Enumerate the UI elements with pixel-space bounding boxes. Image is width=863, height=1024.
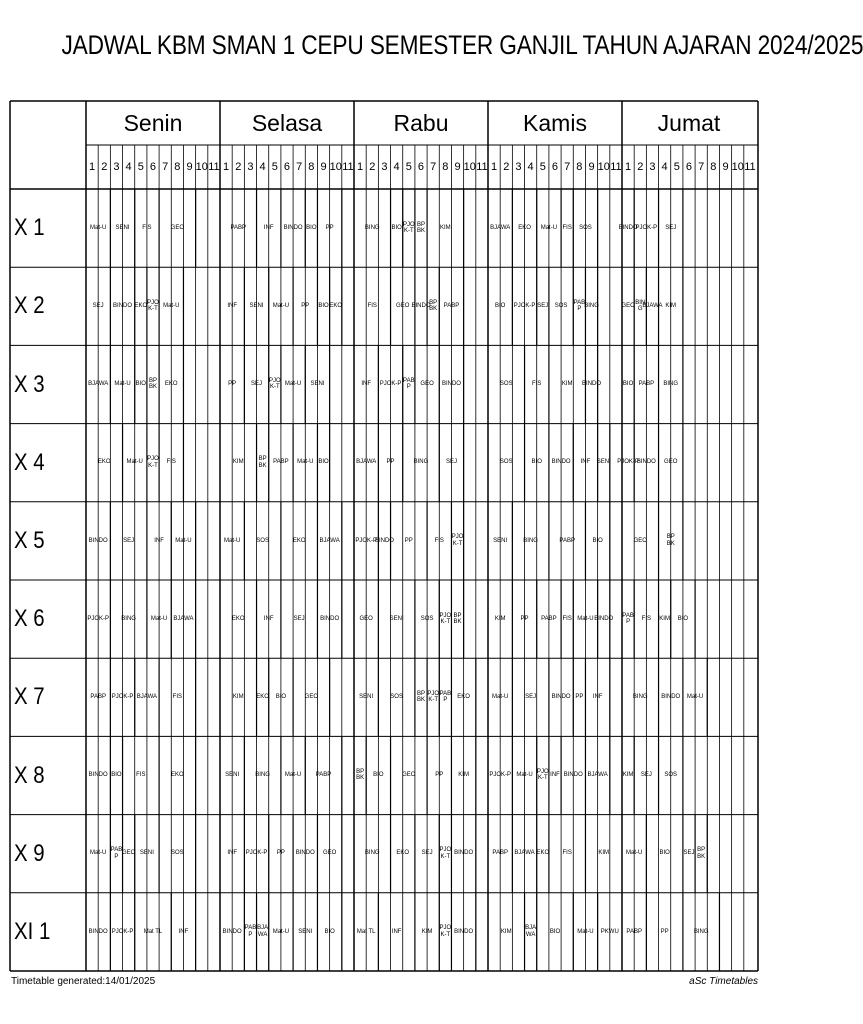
lesson-cell: BINDO (594, 615, 614, 622)
lesson-cell: PP (276, 850, 285, 857)
lesson-cell: PJOK-P (245, 850, 268, 857)
lesson-cell: PKWU (600, 928, 619, 935)
period-header: 6 (283, 161, 291, 173)
period-header: 5 (673, 161, 680, 173)
class-label: X 8 (14, 761, 45, 789)
period-header: 6 (685, 161, 693, 173)
period-header: 11 (744, 161, 756, 173)
lesson-cell: Mat-U (272, 928, 290, 935)
lesson-cell: FIS (562, 850, 572, 857)
lesson-cell: PABP (626, 928, 642, 935)
period-header: 8 (710, 161, 717, 173)
period-header: 7 (564, 161, 571, 173)
lesson-cell: BINDO (88, 772, 108, 779)
lesson-cell: KIM (440, 224, 451, 231)
period-header: 4 (393, 161, 400, 173)
lesson-cell: KIM (232, 459, 244, 466)
lesson-cell: Mat-U (284, 381, 302, 388)
lesson-cell: Mat-U (577, 615, 594, 622)
lesson-cell: BIO (531, 459, 542, 466)
lesson-cell: SEJ (92, 303, 104, 310)
lesson-cell: BJAWA (587, 772, 608, 779)
lesson-cell: Mat-U (90, 224, 107, 231)
lesson-cell: BINDO (222, 928, 242, 935)
lesson-cell: EKO (97, 459, 111, 466)
period-header: 7 (698, 161, 705, 173)
lesson-cell: EKO (256, 694, 269, 701)
lesson-cell: PABP (492, 850, 508, 857)
lesson-cell: BING (255, 772, 270, 779)
lesson-cell: BJAWA (642, 303, 663, 310)
lesson-cell: BIO (275, 694, 287, 701)
lesson-cell: SEJ (525, 694, 537, 701)
lesson-cell: INF (178, 928, 189, 935)
lesson-cell: BING (584, 303, 599, 310)
lesson-cell: KIM (659, 615, 670, 622)
period-header: 5 (539, 161, 546, 173)
lesson-cell: Mat-U (540, 224, 558, 231)
lesson-cell: BIO (622, 381, 634, 388)
period-header: 9 (320, 161, 327, 173)
lesson-cell: BP BK (416, 221, 425, 235)
period-header: 10 (463, 161, 476, 173)
class-label: XI 1 (14, 917, 51, 945)
lesson-cell: Mat-U (297, 459, 314, 466)
lesson-cell: BIN G (635, 299, 646, 313)
lesson-cell: Mat-U (284, 772, 302, 779)
lesson-cell: FIS (532, 381, 542, 388)
lesson-cell: INF (361, 381, 372, 388)
lesson-cell: BJAWA (356, 459, 377, 466)
lesson-cell: SOS (256, 537, 269, 544)
period-header: 5 (405, 161, 412, 173)
lesson-cell: BINDO (551, 459, 571, 466)
lesson-cell: Mat-U (272, 303, 290, 310)
lesson-cell: PJO K-T (439, 847, 452, 860)
lesson-cell: PABP (230, 224, 247, 231)
lesson-cell: Mat-U (224, 537, 241, 544)
lesson-cell: EKO (231, 615, 245, 622)
lesson-cell: SEJ (640, 772, 652, 779)
period-header: 11 (476, 161, 488, 173)
period-header: 3 (649, 161, 656, 173)
lesson-cell: PABP (443, 303, 460, 310)
period-header: 9 (454, 161, 461, 173)
lesson-cell: SENI (225, 772, 240, 779)
lesson-cell: PAB P (244, 925, 257, 938)
lesson-cell: PJOK-P (617, 459, 639, 466)
lesson-cell: BING (632, 694, 648, 701)
lesson-cell: SENI (115, 224, 130, 231)
period-header: 4 (259, 161, 266, 173)
period-header: 1 (625, 161, 632, 173)
period-header: 2 (503, 161, 510, 173)
lesson-cell: BIO (659, 850, 670, 857)
lesson-cell: GEO (396, 303, 410, 310)
lesson-cell: PJO K-T (427, 690, 439, 704)
lesson-cell: KIM (494, 615, 506, 622)
period-header: 2 (101, 161, 108, 173)
class-label: X 9 (14, 839, 45, 867)
lesson-cell: Mat TL (143, 928, 163, 935)
lesson-cell: PP (575, 694, 584, 701)
lesson-cell: INF (227, 303, 238, 310)
lesson-cell: BING (364, 850, 380, 857)
period-header: 9 (588, 161, 595, 173)
class-label: X 4 (14, 448, 45, 476)
lesson-cell: SENI (389, 615, 404, 622)
class-label: X 1 (14, 214, 45, 242)
lesson-cell: INF (391, 928, 402, 935)
lesson-cell: SOS (420, 615, 434, 622)
lesson-cell: PABP (638, 381, 655, 388)
lesson-cell: SEJ (683, 850, 695, 857)
period-header: 2 (235, 161, 242, 173)
lesson-cell: EKO (457, 694, 470, 701)
lesson-cell: INF (263, 224, 274, 231)
lesson-cell: PJO K-T (439, 925, 452, 938)
lesson-cell: BINDO (454, 928, 474, 935)
lesson-cell: BP BK (666, 534, 675, 547)
lesson-cell: FIS (562, 224, 572, 231)
lesson-cell: BING (523, 537, 538, 544)
lesson-cell: SENI (493, 537, 508, 544)
lesson-cell: PJOK-P (635, 224, 658, 231)
lesson-cell: Mat-U (126, 459, 143, 466)
period-header: 3 (381, 161, 388, 173)
lesson-cell: INF (154, 537, 164, 544)
lesson-cell: PJOK-P (379, 381, 402, 388)
lesson-cell: KIM (665, 303, 677, 310)
lesson-cell: BP BK (429, 299, 438, 313)
lesson-cell: BINDO (411, 303, 431, 310)
lesson-cell: EKO (164, 381, 178, 388)
lesson-cell: BINDO (113, 303, 133, 310)
lesson-cell: GEO (664, 459, 678, 466)
lesson-cell: BIO (111, 772, 122, 779)
lesson-cell: KIM (500, 928, 512, 935)
lesson-cell: SEJ (537, 303, 549, 310)
lesson-cell: BJAWA (490, 224, 511, 231)
period-header: 7 (430, 161, 437, 173)
lesson-cell: PP (228, 381, 237, 388)
period-header: 8 (308, 161, 315, 173)
lesson-cell: SENI (139, 850, 154, 857)
lesson-cell: GEO (621, 303, 635, 310)
lesson-cell: BP BK (416, 690, 425, 704)
lesson-cell: PP (404, 537, 413, 544)
lesson-cell: SEJ (251, 381, 263, 388)
class-label: X 5 (14, 526, 45, 554)
lesson-cell: BIO (135, 381, 146, 388)
lesson-cell: SEJ (445, 459, 457, 466)
period-header: 4 (661, 161, 668, 173)
lesson-cell: SOS (390, 694, 403, 701)
lesson-cell: BINDO (374, 537, 394, 544)
period-header: 10 (195, 161, 208, 173)
period-header: 10 (329, 161, 342, 173)
lesson-cell: PAB P (573, 299, 586, 313)
lesson-cell: Mat-U (175, 537, 192, 544)
lesson-cell: SENI (249, 303, 264, 310)
lesson-cell: SOS (664, 772, 678, 779)
period-header: 5 (271, 161, 278, 173)
lesson-cell: BIO (373, 772, 384, 779)
lesson-cell: BING (663, 381, 679, 388)
lesson-cell: KIM (561, 381, 573, 388)
period-header: 3 (113, 161, 120, 173)
lesson-cell: Mat-U (90, 850, 107, 857)
lesson-cell: SOS (499, 381, 513, 388)
lesson-cell: Mat-U (492, 694, 509, 701)
lesson-cell: BJA WA (525, 925, 537, 938)
period-header: 8 (442, 161, 449, 173)
lesson-cell: INF (592, 694, 603, 701)
lesson-cell: EKO (134, 303, 148, 310)
period-header: 2 (369, 161, 376, 173)
lesson-cell: BINDO (636, 459, 656, 466)
day-header: Rabu (393, 110, 449, 136)
page-title: JADWAL KBM SMAN 1 CEPU SEMESTER GANJIL TAHUN AJARAN 2024/2025 (61, 30, 863, 60)
lesson-cell: GEO (420, 381, 434, 388)
lesson-cell: GEO (359, 615, 373, 622)
lesson-cell: SOS (554, 303, 568, 310)
period-header: 7 (162, 161, 169, 173)
period-header: 7 (296, 161, 303, 173)
lesson-cell: KIM (622, 772, 634, 779)
lesson-cell: INF (580, 459, 591, 466)
lesson-cell: GEO (121, 850, 136, 857)
lesson-cell: INF (550, 772, 560, 779)
lesson-cell: PAB P (110, 847, 123, 860)
lesson-cell: FIS (641, 615, 652, 622)
lesson-cell: PJOK-P (355, 537, 378, 544)
period-header: 1 (89, 161, 96, 173)
lesson-cell: SEJ (665, 224, 677, 231)
lesson-cell: PP (520, 615, 529, 622)
lesson-cell: BP BK (453, 612, 462, 626)
period-header: 6 (551, 161, 559, 173)
lesson-cell: BP BK (148, 377, 157, 391)
lesson-cell: SENI (596, 459, 611, 466)
period-header: 9 (186, 161, 193, 173)
lesson-cell: BINDO (441, 381, 461, 388)
lesson-cell: KIM (232, 694, 244, 701)
lesson-cell: SENI (359, 694, 374, 701)
lesson-cell: EKO (171, 772, 184, 779)
lesson-cell: SEJ (293, 615, 305, 622)
lesson-cell: PJO K-T (402, 221, 415, 235)
lesson-cell: PJO K-T (451, 534, 464, 547)
lesson-cell: PAB P (439, 690, 452, 704)
lesson-cell: PAB P (403, 377, 415, 391)
lesson-cell: BING (413, 459, 429, 466)
lesson-cell: PP (301, 303, 310, 310)
lesson-cell: BIO (549, 928, 561, 935)
period-header: 1 (491, 161, 498, 173)
lesson-cell: BIO (318, 303, 329, 310)
day-header: Senin (123, 110, 183, 136)
period-header: 3 (247, 161, 254, 173)
lesson-cell: BIO (495, 303, 506, 310)
period-header: 1 (357, 161, 364, 173)
lesson-cell: BINDO (88, 928, 108, 935)
lesson-cell: BJAWA (173, 615, 194, 622)
lesson-cell: FIS (367, 303, 377, 310)
lesson-cell: EKO (536, 850, 550, 857)
period-header: 8 (174, 161, 181, 173)
day-header: Jumat (657, 110, 721, 136)
footer-generated: Timetable generated:14/01/2025 (11, 976, 156, 987)
lesson-cell: PABP (273, 459, 289, 466)
lesson-cell: BINDO (618, 224, 638, 231)
lesson-cell: EKO (396, 850, 410, 857)
lesson-cell: INF (263, 615, 274, 622)
lesson-cell: BING (693, 928, 709, 935)
lesson-cell: Mat-U (150, 615, 168, 622)
lesson-cell: FIS (562, 615, 572, 622)
period-header: 1 (223, 161, 230, 173)
day-header: Kamis (523, 110, 587, 136)
lesson-cell: BJAWA (88, 381, 109, 388)
lesson-cell: PJO K-T (147, 456, 159, 469)
lesson-cell: BINDO (661, 694, 681, 701)
lesson-cell: Mat-U (516, 772, 533, 779)
period-header: 8 (576, 161, 583, 173)
lesson-cell: PJO K-T (268, 377, 281, 391)
lesson-cell: BJA WA (257, 925, 269, 938)
lesson-cell: INF (227, 850, 238, 857)
day-header: Selasa (251, 110, 323, 136)
period-header: 3 (515, 161, 522, 173)
class-label: X 6 (14, 605, 45, 633)
period-header: 4 (527, 161, 534, 173)
lesson-cell: PABP (541, 615, 557, 622)
period-header: 10 (597, 161, 610, 173)
lesson-cell: SOS (499, 459, 513, 466)
lesson-cell: PAB P (622, 612, 634, 626)
lesson-cell: BIO (318, 459, 329, 466)
period-header: 6 (417, 161, 425, 173)
lesson-cell: PJOK-P (111, 928, 134, 935)
lesson-cell: BJAWA (319, 537, 340, 544)
lesson-cell: GEO (402, 772, 416, 779)
lesson-cell: PABP (315, 772, 332, 779)
lesson-cell: GEO (322, 850, 337, 857)
lesson-cell: Mat TL (356, 928, 376, 935)
lesson-cell: KIM (421, 928, 433, 935)
lesson-cell: SEJ (421, 850, 433, 857)
lesson-cell: Mat-U (114, 381, 131, 388)
lesson-cell: BINDO (582, 381, 602, 388)
lesson-cell: FIS (136, 772, 146, 779)
lesson-cell: EKO (518, 224, 531, 231)
lesson-cell: BIO (391, 224, 402, 231)
period-header: 11 (208, 161, 220, 173)
lesson-cell: BIO (306, 224, 317, 231)
lesson-cell: BP BK (697, 847, 706, 860)
period-header: 6 (149, 161, 157, 173)
lesson-cell: GEO (633, 537, 647, 544)
lesson-cell: BIO (324, 928, 335, 935)
lesson-cell: SEJ (123, 537, 135, 544)
class-label: X 7 (14, 683, 45, 711)
period-header: 9 (722, 161, 729, 173)
lesson-cell: KIM (598, 850, 610, 857)
lesson-cell: BINDO (283, 224, 303, 231)
lesson-cell: EKO (329, 303, 343, 310)
lesson-cell: BINDO (88, 537, 108, 544)
lesson-cell: PP (386, 459, 395, 466)
lesson-cell: Mat-U (626, 850, 643, 857)
lesson-cell: FIS (172, 694, 183, 701)
lesson-cell: PJOK-P (87, 615, 110, 622)
lesson-cell: PJOK-P (513, 303, 536, 310)
lesson-cell: SENI (298, 928, 313, 935)
lesson-cell: PJOK-P (489, 772, 512, 779)
lesson-cell: BINDO (295, 850, 315, 857)
lesson-cell: PJOK-P (111, 694, 134, 701)
lesson-cell: PJO K-T (536, 768, 549, 782)
lesson-cell: GEO (304, 694, 319, 701)
lesson-cell: BJAWA (136, 694, 158, 701)
lesson-cell: FIS (142, 224, 152, 231)
lesson-cell: PJO K-T (439, 612, 452, 626)
lesson-cell: BIO (592, 537, 603, 544)
lesson-cell: Mat-U (577, 928, 594, 935)
lesson-cell: PP (325, 224, 334, 231)
lesson-cell: Mat-U (686, 694, 704, 701)
lesson-cell: BINDO (563, 772, 583, 779)
lesson-cell: SENI (310, 381, 325, 388)
lesson-cell: PABP (90, 694, 106, 701)
lesson-cell: PABP (559, 537, 575, 544)
lesson-cell: BJAWA (514, 850, 535, 857)
footer-brand: aSc Timetables (689, 976, 758, 987)
lesson-cell: PP (435, 772, 444, 779)
lesson-cell: BIO (677, 615, 689, 622)
period-header: 2 (637, 161, 644, 173)
class-label: X 2 (14, 292, 45, 320)
class-label: X 3 (14, 370, 45, 398)
lesson-cell: BINDO (320, 615, 340, 622)
lesson-cell: PJO K-T (147, 299, 159, 313)
lesson-cell: BINDO (551, 694, 571, 701)
lesson-cell: SOS (579, 224, 592, 231)
lesson-cell: KIM (458, 772, 469, 779)
lesson-cell: BINDO (454, 850, 474, 857)
period-header: 11 (342, 161, 354, 173)
period-header: 4 (125, 161, 132, 173)
lesson-cell: BING (364, 224, 380, 231)
lesson-cell: PP (660, 928, 669, 935)
lesson-cell: Mat-U (163, 303, 180, 310)
period-header: 10 (731, 161, 744, 173)
lesson-cell: BP BK (258, 456, 267, 469)
lesson-cell: FIS (434, 537, 444, 544)
lesson-cell: EKO (292, 537, 306, 544)
lesson-cell: SOS (171, 850, 184, 857)
period-header: 5 (137, 161, 144, 173)
lesson-cell: BING (121, 615, 136, 622)
lesson-cell: BP BK (356, 768, 365, 782)
lesson-cell: GEO (170, 224, 185, 231)
period-header: 11 (610, 161, 622, 173)
lesson-cell: FIS (166, 459, 176, 466)
